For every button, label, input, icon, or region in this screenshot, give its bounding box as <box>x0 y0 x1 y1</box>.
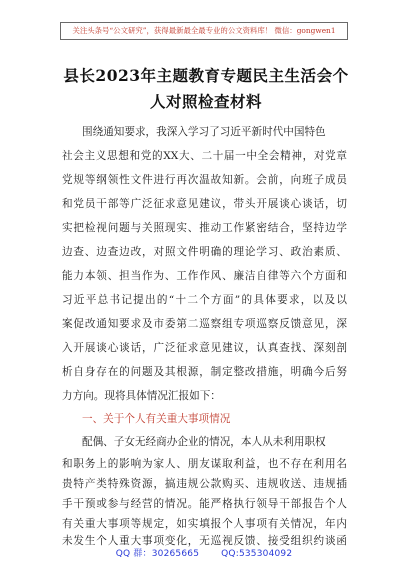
paragraph-1-line: 力方向。现将具体情况汇报如下： <box>62 390 221 402</box>
contact-footer <box>0 546 408 559</box>
paragraph-1-line: 社会主义思想和党的XX大、二十届一中全会精神，对党章 <box>62 150 347 162</box>
qq-contact-number: QQ:535304092 <box>221 549 293 559</box>
section-heading: 一、关于个人有关重大事项情况 <box>82 413 231 425</box>
paragraph-1-line: 能力本领、担当作为、工作作风、廉洁自律等六个方面和 <box>62 270 347 282</box>
paragraph-2-line: 和职务上的影响为家人、朋友谋取利益，也不存在利用名 <box>62 458 347 470</box>
paragraph-1-line: 边查、边查边改，对照文件明确的理论学习、政治素质、 <box>62 246 347 258</box>
paragraph-1-line: 党规等纲领性文件进行再次温故知新。会前，向班子成员 <box>62 174 347 186</box>
paragraph-1-line: 入开展谈心谈话，广泛征求意见建议，认真查找、深刻剖 <box>62 342 347 354</box>
paragraph-1-line: 习近平总书记提出的“十二个方面”的具体要求，以及以 <box>62 294 347 306</box>
promo-banner: 关注头条号“公文研究”，获得最新最全最专业的公文资料库！ 微信：gongwen1 <box>60 22 348 40</box>
document-title-line-1: 县长2023年主题教育专题民主生活会个 <box>63 66 349 85</box>
paragraph-1-line: 围绕通知要求，我深入学习了习近平新时代中国特色 <box>82 126 326 138</box>
paragraph-1-line: 和党员干部等广泛征求意见建议，带头开展谈心谈话，切 <box>62 198 347 210</box>
paragraph-1-line: 实把检视问题与关照现实、推动工作紧密结合，坚持边学 <box>62 222 347 234</box>
paragraph-2-line: 配偶、子女无经商办企业的情况，本人从未利用职权 <box>82 436 326 448</box>
paragraph-2-line: 有关重大事项等规定，如实填报个人事项有关情况，年内 <box>62 518 347 530</box>
qq-group-number: QQ 群：30265665 <box>115 549 200 559</box>
paragraph-2-line: 手干预或参与经营的情况。能严格执行领导干部报告个人 <box>62 498 347 510</box>
paragraph-2-line: 未发生个人重大事项变化，无巡视反馈、接受组织约谈函 <box>62 535 347 547</box>
paragraph-1-line: 案促改通知要求及市委第二巡察组专项巡察反馈意见，深 <box>62 318 347 330</box>
paragraph-1-line: 析自身存在的问题及其根源，制定整改措施，明确今后努 <box>62 366 347 378</box>
paragraph-2-line: 贵特产类特殊资源，搞违规公款购买、违规收送、违规插 <box>62 478 347 490</box>
document-title-line-2: 人对照检查材料 <box>149 92 262 111</box>
